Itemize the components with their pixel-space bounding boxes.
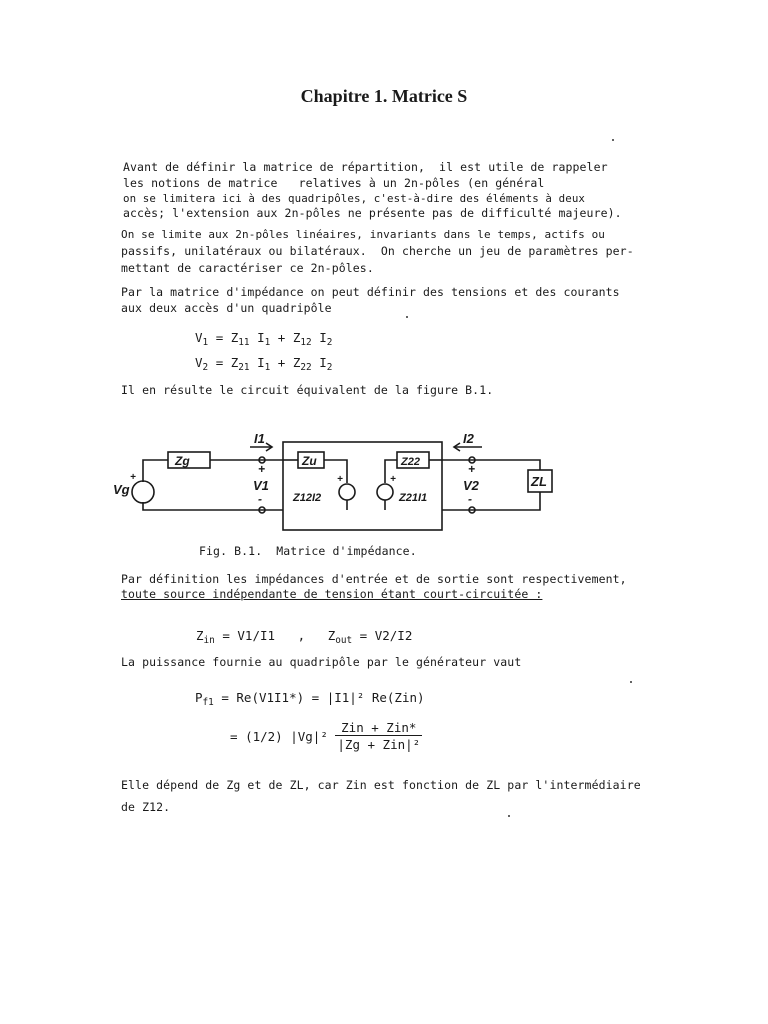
equation-pf1-a: $P_{f1} = Re(V1I1*) = |I1|^2$ Re(Zin): [195, 690, 425, 708]
equation-pf1-b: = (1/2) |Vg|² $\frac{\text{Zin + Zin*}}{\text{|Zg + Zin|²}}$: [230, 720, 421, 752]
intro-line-2: les notions de matrice relatives à un 2n-pôles (en général: [123, 176, 545, 190]
definition-line-1: Par définition les impédances d'entrée et de sortie sont respectivement,: [121, 572, 627, 586]
label-z12i2: Z12I2: [293, 492, 322, 504]
intro-line-1: Avant de définir la matrice de répartition, il est utile de rappeler: [123, 160, 608, 174]
circuit-figure: [0, 420, 768, 540]
source-vg: [132, 481, 154, 503]
page-title: Chapitre 1. Matrice S: [300, 86, 468, 106]
equation-v1: $V_1 = Z_{11}$ $I_1 + Z_{12}$ $I_2$: [195, 330, 333, 348]
svg-text:+: +: [337, 474, 343, 485]
label-zu: Zu: [302, 454, 317, 468]
label-zl: ZL: [531, 474, 547, 489]
label-z21i1: Z21I1: [399, 492, 428, 504]
intro-line-4: accès; l'extension aux 2n-pôles ne présente pas de difficulté majeure).: [123, 206, 622, 220]
label-i2: I2: [463, 431, 474, 446]
wire: [143, 502, 283, 510]
figure-caption: Fig. B.1. Matrice d'impédance.: [199, 544, 417, 558]
definition-line-2: toute source indépendante de tension étant court-circuitée :: [121, 587, 543, 601]
svg-text:-: -: [468, 492, 472, 506]
dependence-line-1: Elle dépend de Zg et de ZL, car Zin est fonction de ZL par l'intermédiaire: [121, 778, 641, 792]
svg-text:+: +: [468, 462, 476, 476]
svg-text:+: +: [258, 462, 266, 476]
power-line: La puissance fournie au quadripôle par le générateur vaut: [121, 655, 522, 669]
equation-zin-zout: $Z_{in} = V1/I1$ , $Z_{out} = V2/I2$: [196, 628, 413, 646]
label-v2: V2: [463, 478, 479, 493]
label-i1: I1: [254, 431, 265, 446]
label-vg: Vg: [113, 482, 130, 497]
power-fraction: $\frac{\text{Zin + Zin*}}{\text{|Zg + Zin|²}}$: [337, 720, 421, 752]
impedance-def-line-2: aux deux accès d'un quadripôle: [121, 301, 332, 315]
svg-text:-: -: [258, 492, 262, 506]
label-z22: Z22: [401, 456, 420, 468]
svg-text:+: +: [390, 474, 396, 485]
limits-line-3: mettant de caractériser ce 2n-pôles.: [121, 261, 374, 275]
label-zg: Zg: [175, 454, 190, 468]
equation-v2: $V_2 = Z_{21}$ $I_1 + Z_{22}$ $I_2$: [195, 355, 333, 373]
dependence-line-2: de Z12.: [121, 800, 171, 814]
source-z21i1: [377, 484, 393, 500]
limits-line-1: On se limite aux 2n-pôles linéaires, invariants dans le temps, actifs ou: [121, 228, 606, 241]
source-z12i2: [339, 484, 355, 500]
vg-plus: +: [130, 472, 136, 483]
result-line: Il en résulte le circuit équivalent de la figure B.1.: [121, 383, 494, 397]
label-v1: V1: [253, 478, 269, 493]
impedance-def-line-1: Par la matrice d'impédance on peut définir des tensions et des courants: [121, 285, 620, 299]
wire: [143, 460, 168, 482]
limits-line-2: passifs, unilatéraux ou bilatéraux. On cherche un jeu de paramètres per-: [121, 244, 634, 258]
intro-line-3: on se limitera ici à des quadripôles, c'est-à-dire des éléments à deux: [123, 192, 586, 205]
